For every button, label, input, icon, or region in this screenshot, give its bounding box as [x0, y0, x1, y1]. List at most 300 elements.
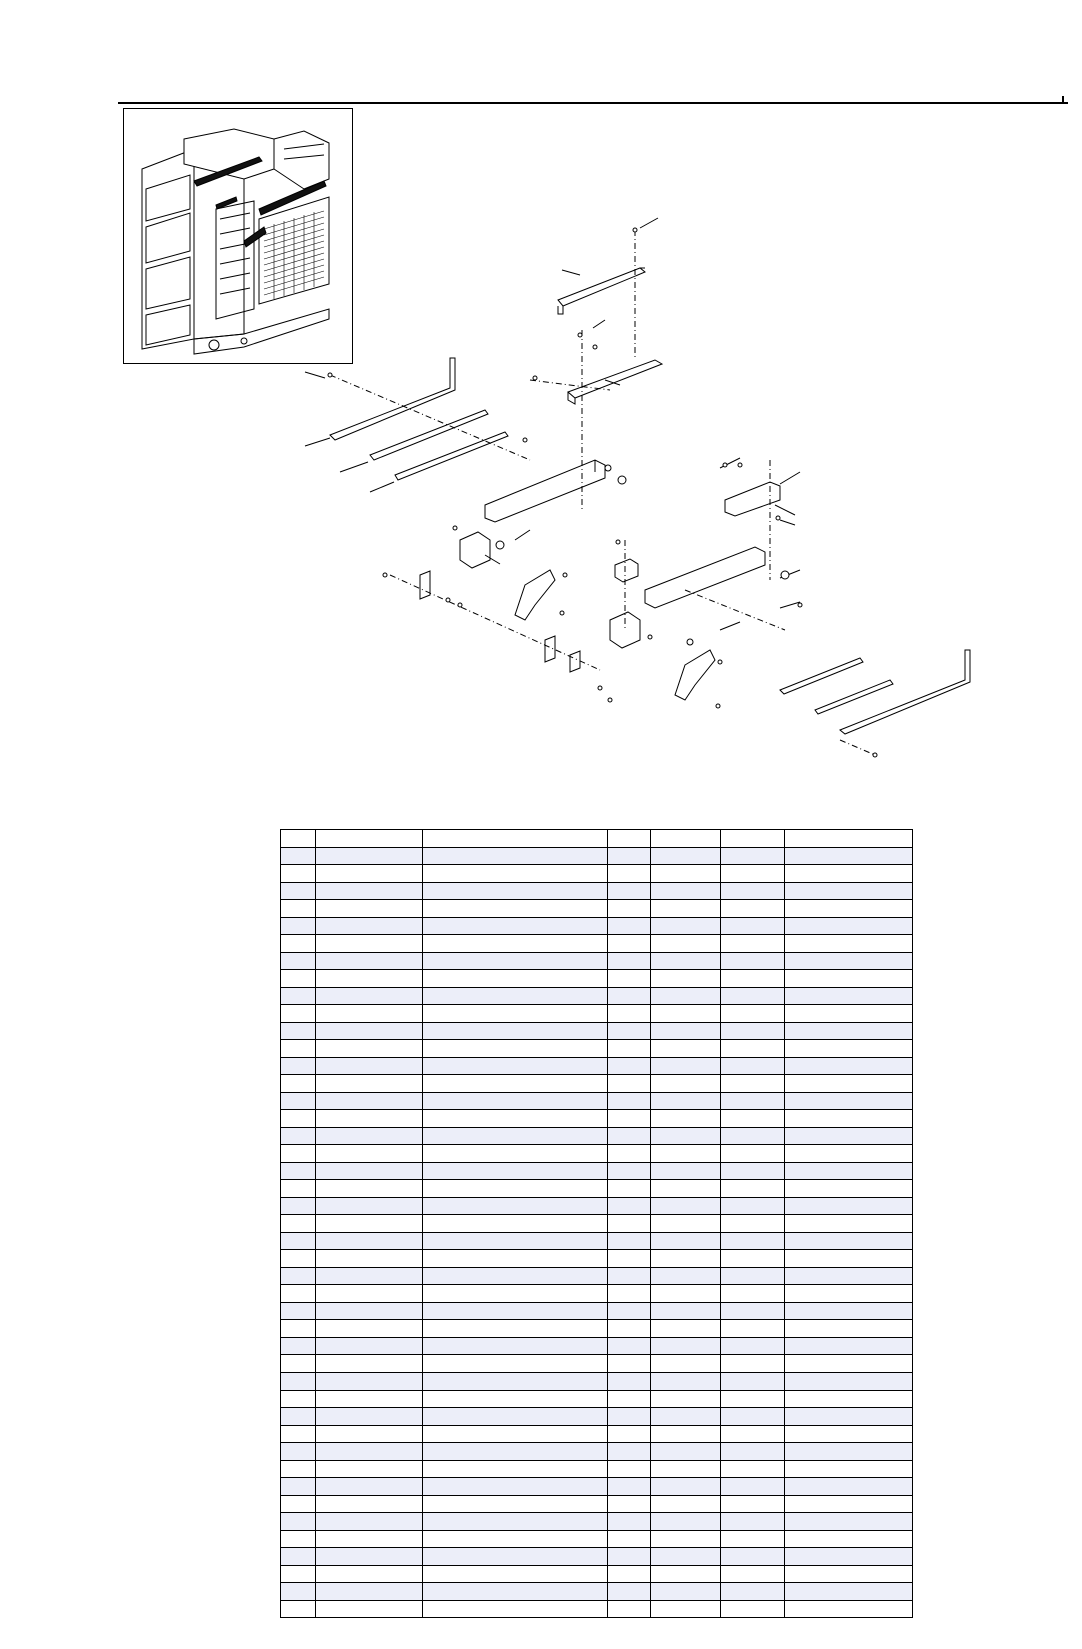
table-cell [784, 1180, 912, 1198]
right-channel [645, 547, 765, 608]
table-cell [281, 1425, 316, 1443]
table-cell [784, 1040, 912, 1058]
table-cell [651, 1267, 721, 1285]
table-cell [316, 1005, 422, 1023]
table-cell [316, 970, 422, 988]
table-cell [784, 952, 912, 970]
table-cell [281, 1180, 316, 1198]
table-cell [651, 1215, 721, 1233]
table-cell [422, 847, 607, 865]
table-cell [651, 1057, 721, 1075]
table-cell [651, 935, 721, 953]
table-cell [651, 1075, 721, 1093]
table-cell [316, 1355, 422, 1373]
table-cell [607, 1530, 650, 1548]
table-row [281, 1005, 913, 1023]
table-cell [607, 1302, 650, 1320]
table-row [281, 1127, 913, 1145]
table-cell [720, 1478, 784, 1496]
table-cell [651, 917, 721, 935]
table-cell [607, 952, 650, 970]
table-cell [316, 1267, 422, 1285]
table-row [281, 865, 913, 883]
table-cell [607, 1320, 650, 1338]
table-cell [720, 1215, 784, 1233]
table-cell [651, 1530, 721, 1548]
table-cell [651, 1372, 721, 1390]
table-cell [316, 1285, 422, 1303]
table-cell [316, 1197, 422, 1215]
table-cell [422, 1022, 607, 1040]
table-cell [720, 952, 784, 970]
table-cell [784, 1075, 912, 1093]
table-cell [422, 1162, 607, 1180]
table-cell [607, 1460, 650, 1478]
right-plate-1 [780, 658, 863, 694]
table-cell [316, 1443, 422, 1461]
table-cell [281, 900, 316, 918]
table-cell [651, 882, 721, 900]
table-cell [316, 1215, 422, 1233]
table-cell [607, 1057, 650, 1075]
exploded-parts-diagram [300, 210, 1020, 810]
table-row [281, 1460, 913, 1478]
table-cell [422, 1197, 607, 1215]
table-cell [651, 1565, 721, 1583]
table-cell [281, 847, 316, 865]
table-cell [316, 1302, 422, 1320]
table-cell [316, 952, 422, 970]
table-cell [422, 1460, 607, 1478]
table-cell [607, 1232, 650, 1250]
table-cell [720, 830, 784, 848]
table-cell [607, 1110, 650, 1128]
table-cell [316, 1320, 422, 1338]
table-row [281, 1110, 913, 1128]
table-cell [720, 1513, 784, 1531]
table-cell [316, 882, 422, 900]
table-cell [784, 865, 912, 883]
table-row [281, 1267, 913, 1285]
table-cell [784, 1232, 912, 1250]
table-row [281, 882, 913, 900]
table-cell [316, 1127, 422, 1145]
table-cell [607, 1443, 650, 1461]
table-cell [281, 1565, 316, 1583]
table-row [281, 900, 913, 918]
table-cell [281, 987, 316, 1005]
table-row [281, 987, 913, 1005]
table-cell [784, 1530, 912, 1548]
table-cell [316, 900, 422, 918]
table-cell [281, 1583, 316, 1601]
table-cell [281, 865, 316, 883]
table-cell [784, 1408, 912, 1426]
table-row [281, 830, 913, 848]
table-cell [784, 1145, 912, 1163]
table-cell [422, 1337, 607, 1355]
table-cell [784, 1372, 912, 1390]
table-cell [720, 1145, 784, 1163]
table-cell [651, 1022, 721, 1040]
table-cell [281, 1040, 316, 1058]
table-cell [651, 1425, 721, 1443]
table-cell [720, 1302, 784, 1320]
table-cell [281, 1495, 316, 1513]
table-cell [316, 1372, 422, 1390]
table-cell [784, 1355, 912, 1373]
table-cell [720, 1197, 784, 1215]
table-cell [784, 1337, 912, 1355]
table-cell [651, 952, 721, 970]
table-cell [784, 1022, 912, 1040]
table-cell [316, 1390, 422, 1408]
table-cell [281, 1145, 316, 1163]
table-cell [784, 1215, 912, 1233]
table-cell [607, 1005, 650, 1023]
table-cell [784, 1425, 912, 1443]
table-row [281, 1565, 913, 1583]
table-cell [422, 1600, 607, 1618]
table-row [281, 1092, 913, 1110]
table-cell [316, 1180, 422, 1198]
table-cell [784, 970, 912, 988]
table-cell [422, 1372, 607, 1390]
table-cell [720, 1285, 784, 1303]
table-cell [720, 1565, 784, 1583]
table-cell [651, 830, 721, 848]
table-cell [720, 1232, 784, 1250]
table-cell [784, 935, 912, 953]
table-cell [651, 987, 721, 1005]
table-cell [422, 987, 607, 1005]
table-cell [607, 882, 650, 900]
table-row [281, 847, 913, 865]
table-cell [784, 1443, 912, 1461]
table-cell [281, 1372, 316, 1390]
table-cell [651, 1040, 721, 1058]
table-row [281, 1057, 913, 1075]
table-row [281, 1355, 913, 1373]
table-cell [651, 1408, 721, 1426]
table-cell [720, 882, 784, 900]
table-cell [784, 1127, 912, 1145]
table-cell [607, 1600, 650, 1618]
table-cell [607, 1337, 650, 1355]
table-cell [316, 1250, 422, 1268]
table-row [281, 1408, 913, 1426]
page-header-rule-tick [1062, 96, 1064, 104]
table-cell [316, 1583, 422, 1601]
table-cell [720, 1355, 784, 1373]
table-cell [784, 830, 912, 848]
table-cell [784, 1267, 912, 1285]
table-cell [422, 1075, 607, 1093]
table-cell [422, 865, 607, 883]
table-cell [281, 1600, 316, 1618]
right-plate-2 [815, 680, 893, 714]
table-cell [281, 1478, 316, 1496]
table-row [281, 1197, 913, 1215]
upper-rail [558, 268, 645, 306]
table-cell [651, 1005, 721, 1023]
table-cell [422, 1250, 607, 1268]
table-cell [422, 935, 607, 953]
exploded-view-drawing [300, 210, 1020, 810]
table-cell [422, 1390, 607, 1408]
table-cell [720, 987, 784, 1005]
table-cell [316, 1162, 422, 1180]
table-cell [651, 1250, 721, 1268]
table-cell [720, 1180, 784, 1198]
table-cell [281, 1443, 316, 1461]
table-cell [784, 1495, 912, 1513]
table-cell [651, 1320, 721, 1338]
table-cell [784, 1285, 912, 1303]
table-row [281, 1337, 913, 1355]
table-cell [720, 865, 784, 883]
table-cell [720, 917, 784, 935]
table-cell [651, 1127, 721, 1145]
table-cell [422, 1495, 607, 1513]
table-cell [281, 1513, 316, 1531]
table-cell [422, 830, 607, 848]
table-cell [720, 1110, 784, 1128]
table-cell [422, 1530, 607, 1548]
table-cell [651, 1600, 721, 1618]
table-row [281, 1513, 913, 1531]
table-cell [281, 1250, 316, 1268]
table-cell [316, 1057, 422, 1075]
table-cell [651, 1145, 721, 1163]
table-row [281, 917, 913, 935]
table-cell [281, 1197, 316, 1215]
table-cell [720, 1337, 784, 1355]
table-cell [281, 1162, 316, 1180]
table-cell [607, 1075, 650, 1093]
table-cell [281, 1390, 316, 1408]
table-cell [422, 1583, 607, 1601]
table-cell [281, 1320, 316, 1338]
table-cell [720, 1250, 784, 1268]
table-cell [720, 1057, 784, 1075]
table-cell [422, 1232, 607, 1250]
table-cell [281, 830, 316, 848]
table-cell [651, 865, 721, 883]
table-cell [316, 1460, 422, 1478]
table-cell [651, 1337, 721, 1355]
table-cell [651, 1583, 721, 1601]
table-cell [720, 1425, 784, 1443]
table-row [281, 1443, 913, 1461]
table-cell [607, 1127, 650, 1145]
table-cell [720, 900, 784, 918]
table-cell [422, 1285, 607, 1303]
table-cell [784, 1600, 912, 1618]
table-cell [316, 1408, 422, 1426]
table-cell [784, 900, 912, 918]
table-row [281, 1232, 913, 1250]
table-cell [720, 1390, 784, 1408]
table-cell [281, 1267, 316, 1285]
table-cell [651, 1302, 721, 1320]
table-cell [607, 1092, 650, 1110]
table-cell [720, 1408, 784, 1426]
table-cell [281, 1092, 316, 1110]
table-row [281, 1075, 913, 1093]
table-cell [651, 1162, 721, 1180]
table-cell [720, 1460, 784, 1478]
table-cell [607, 1267, 650, 1285]
table-cell [281, 882, 316, 900]
table-cell [281, 952, 316, 970]
table-cell [316, 1075, 422, 1093]
table-cell [281, 1232, 316, 1250]
table-cell [316, 1337, 422, 1355]
table-cell [720, 935, 784, 953]
table-cell [784, 1583, 912, 1601]
table-cell [720, 1162, 784, 1180]
table-cell [316, 1565, 422, 1583]
table-row [281, 1390, 913, 1408]
table-cell [784, 1057, 912, 1075]
table-cell [281, 1285, 316, 1303]
table-cell [784, 1197, 912, 1215]
table-cell [651, 1478, 721, 1496]
parts-list-table [280, 829, 913, 1618]
right-actuator [675, 650, 715, 700]
table-cell [281, 1355, 316, 1373]
table-cell [720, 1075, 784, 1093]
left-plate-3 [395, 432, 508, 480]
table-cell [422, 1408, 607, 1426]
table-cell [720, 1127, 784, 1145]
table-cell [784, 1320, 912, 1338]
table-cell [607, 1197, 650, 1215]
table-row [281, 1495, 913, 1513]
table-cell [607, 1425, 650, 1443]
table-cell [281, 1530, 316, 1548]
table-cell [316, 1040, 422, 1058]
table-cell [720, 1040, 784, 1058]
table-row [281, 1250, 913, 1268]
table-cell [607, 1355, 650, 1373]
table-cell [316, 1425, 422, 1443]
table-cell [607, 1390, 650, 1408]
table-cell [720, 1092, 784, 1110]
table-row [281, 952, 913, 970]
table-cell [607, 1250, 650, 1268]
table-cell [784, 1302, 912, 1320]
table-cell [316, 917, 422, 935]
table-cell [607, 865, 650, 883]
table-cell [422, 1127, 607, 1145]
table-cell [784, 882, 912, 900]
table-cell [281, 1022, 316, 1040]
table-cell [784, 987, 912, 1005]
table-row [281, 970, 913, 988]
table-cell [422, 1478, 607, 1496]
table-cell [422, 1267, 607, 1285]
table-cell [784, 1460, 912, 1478]
table-cell [422, 917, 607, 935]
table-cell [422, 1180, 607, 1198]
table-cell [720, 1320, 784, 1338]
table-row [281, 1548, 913, 1566]
table-cell [422, 952, 607, 970]
table-cell [281, 1110, 316, 1128]
table-cell [281, 1337, 316, 1355]
table-cell [422, 1425, 607, 1443]
table-cell [316, 1600, 422, 1618]
table-cell [607, 1285, 650, 1303]
table-cell [607, 970, 650, 988]
table-cell [651, 1513, 721, 1531]
table-cell [651, 1460, 721, 1478]
table-cell [422, 900, 607, 918]
table-cell [281, 1075, 316, 1093]
table-cell [281, 970, 316, 988]
center-block [610, 612, 640, 648]
table-cell [784, 1478, 912, 1496]
table-cell [720, 1495, 784, 1513]
table-cell [720, 1267, 784, 1285]
table-cell [281, 1127, 316, 1145]
table-cell [651, 1180, 721, 1198]
table-cell [720, 847, 784, 865]
table-cell [784, 1162, 912, 1180]
table-cell [784, 1548, 912, 1566]
table-cell [651, 1495, 721, 1513]
table-cell [422, 1302, 607, 1320]
table-cell [422, 1565, 607, 1583]
table-cell [720, 1372, 784, 1390]
table-row [281, 1145, 913, 1163]
table-cell [651, 900, 721, 918]
table-cell [720, 1443, 784, 1461]
small-block [615, 559, 638, 582]
table-cell [784, 1110, 912, 1128]
table-cell [607, 1162, 650, 1180]
table-cell [422, 1145, 607, 1163]
table-row [281, 1302, 913, 1320]
table-cell [720, 1005, 784, 1023]
table-cell [422, 1320, 607, 1338]
table-cell [316, 1513, 422, 1531]
left-block [460, 532, 490, 568]
table-cell [281, 1215, 316, 1233]
table-cell [281, 935, 316, 953]
table-row [281, 1180, 913, 1198]
table-cell [784, 1565, 912, 1583]
table-cell [316, 1478, 422, 1496]
table-cell [607, 935, 650, 953]
table-cell [422, 1110, 607, 1128]
table-cell [651, 1548, 721, 1566]
table-cell [422, 1005, 607, 1023]
table-cell [316, 1530, 422, 1548]
table-cell [607, 1022, 650, 1040]
table-cell [784, 1092, 912, 1110]
table-cell [316, 1110, 422, 1128]
table-cell [607, 1495, 650, 1513]
table-cell [422, 1215, 607, 1233]
table-cell [607, 1408, 650, 1426]
table-row [281, 1215, 913, 1233]
table-cell [316, 1548, 422, 1566]
table-row [281, 1285, 913, 1303]
table-cell [281, 917, 316, 935]
